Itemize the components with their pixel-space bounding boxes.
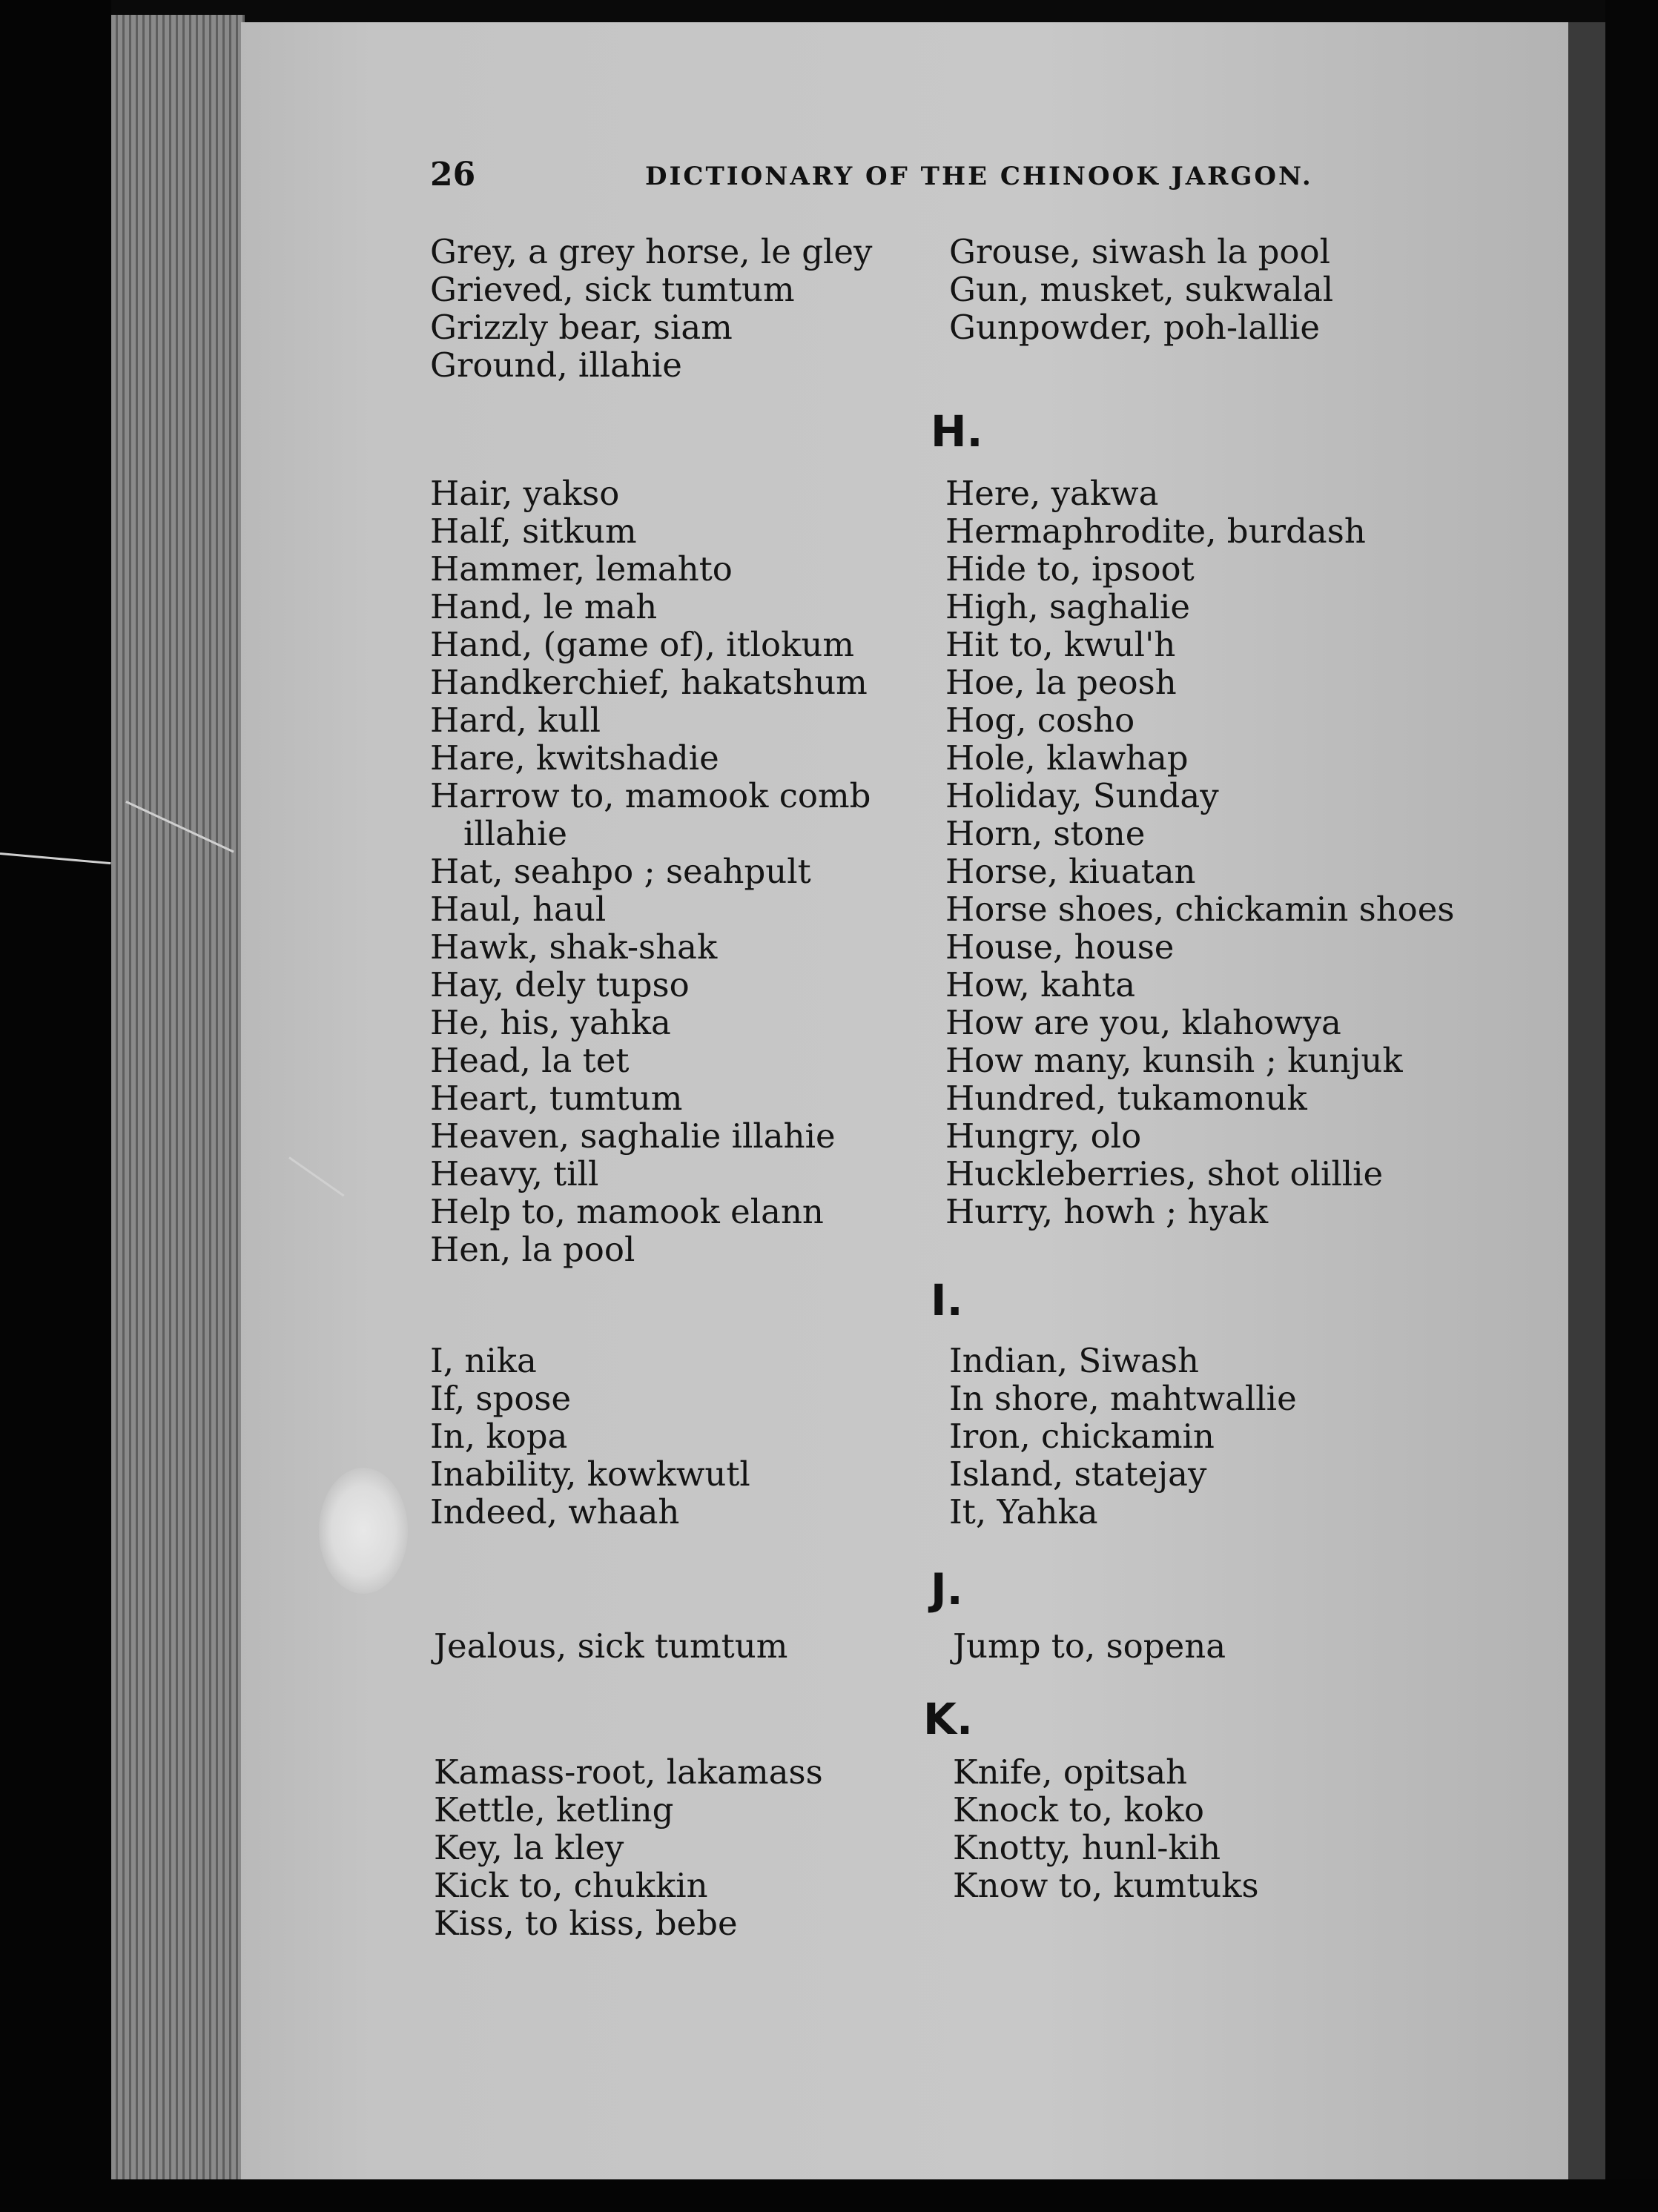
dictionary-entry: Hard, kull (430, 701, 601, 740)
dictionary-entry: Huckleberries, shot olillie (945, 1154, 1384, 1193)
dictionary-entry: Horse, kiuatan (945, 852, 1196, 891)
dictionary-entry: Hoe, la peosh (945, 663, 1177, 702)
page-number: 26 (430, 156, 476, 193)
dictionary-entry: Grouse, siwash la pool (949, 232, 1330, 271)
j-left-column (434, 1627, 787, 1665)
i-left-column (430, 1342, 750, 1531)
section-heading-j: J. (931, 1564, 963, 1615)
dictionary-entry: Hammer, lemahto (430, 549, 733, 589)
spine-shadow (1568, 22, 1605, 2179)
dictionary-entry: Hungry, olo (945, 1116, 1142, 1156)
dictionary-entry: Heavy, till (430, 1154, 599, 1193)
dictionary-entry: Indeed, whaah (430, 1492, 680, 1531)
dictionary-entry: Iron, chickamin (949, 1417, 1215, 1456)
dictionary-entry: Grey, a grey horse, le gley (430, 232, 873, 271)
dictionary-entry: Hair, yakso (430, 474, 620, 513)
dictionary-entry: If, spose (430, 1379, 572, 1418)
dictionary-entry: I, nika (430, 1341, 537, 1380)
dictionary-entry: Hand, le mah (430, 587, 658, 626)
dictionary-entry: Half, sitkum (430, 511, 637, 551)
dictionary-entry: Gun, musket, sukwalal (949, 270, 1334, 309)
dictionary-entry: Kick to, chukkin (434, 1866, 708, 1905)
dictionary-entry: It, Yahka (949, 1492, 1098, 1531)
dictionary-entry: Indian, Siwash (949, 1341, 1200, 1380)
dictionary-entry: Hit to, kwul'h (945, 625, 1176, 664)
h-right-column (945, 474, 1455, 1231)
dictionary-entry: Holiday, Sunday (945, 776, 1219, 815)
dictionary-entry: How are you, klahowya (945, 1003, 1341, 1042)
dictionary-entry: Hawk, shak-shak (430, 927, 718, 967)
dictionary-entry: Hermaphrodite, burdash (945, 511, 1366, 551)
dictionary-entry: Knife, opitsah (953, 1752, 1188, 1792)
dictionary-entry: Kamass-root, lakamass (434, 1752, 823, 1792)
dictionary-entry: Grieved, sick tumtum (430, 270, 795, 309)
dictionary-entry: Inability, kowkwutl (430, 1454, 750, 1494)
section-heading-i: I. (931, 1275, 963, 1325)
dictionary-entry: Hog, cosho (945, 701, 1135, 740)
dictionary-entry: Heart, tumtum (430, 1079, 683, 1118)
dictionary-entry: Hen, la pool (430, 1230, 635, 1269)
dictionary-entry: Ground, illahie (430, 345, 682, 385)
scan-border-right (1605, 0, 1658, 2212)
dictionary-entry: Kettle, ketling (434, 1790, 674, 1829)
dictionary-entry: Hundred, tukamonuk (945, 1079, 1307, 1118)
book-page-edges (111, 15, 245, 2187)
dictionary-entry: Hurry, howh ; hyak (945, 1192, 1269, 1231)
dictionary-entry: Key, la kley (434, 1828, 624, 1867)
dictionary-entry: Jealous, sick tumtum (434, 1626, 788, 1666)
dictionary-entry: Hide to, ipsoot (945, 549, 1195, 589)
dictionary-entry: High, saghalie (945, 587, 1190, 626)
dictionary-entry: Heaven, saghalie illahie (430, 1116, 836, 1156)
dictionary-entry: Grizzly bear, siam (430, 308, 733, 347)
dictionary-entry: Handkerchief, hakatshum (430, 663, 868, 702)
dictionary-entry: Hand, (game of), itlokum (430, 625, 855, 664)
dictionary-entry: Gunpowder, poh-lallie (949, 308, 1321, 347)
dictionary-entry: Horse shoes, chickamin shoes (945, 890, 1455, 929)
h-left-column (430, 474, 871, 1268)
section-heading-k: K. (923, 1694, 973, 1744)
dictionary-entry: He, his, yahka (430, 1003, 671, 1042)
dictionary-entry: House, house (945, 927, 1175, 967)
k-right-column (953, 1753, 1259, 1904)
dictionary-entry-continuation: illahie (463, 814, 568, 853)
dictionary-entry: How many, kunsih ; kunjuk (945, 1041, 1403, 1080)
dictionary-entry: Hay, dely tupso (430, 965, 690, 1004)
k-left-column (434, 1753, 823, 1942)
i-right-column (949, 1342, 1297, 1531)
dictionary-entry: How, kahta (945, 965, 1136, 1004)
scan-border-bottom (0, 2179, 1658, 2212)
dictionary-entry: Knotty, hunl-kih (953, 1828, 1221, 1867)
dictionary-entry: In, kopa (430, 1417, 568, 1456)
dictionary-entry: Head, la tet (430, 1041, 630, 1080)
dictionary-entry: Kiss, to kiss, bebe (434, 1904, 738, 1943)
dictionary-entry: Knock to, koko (953, 1790, 1204, 1829)
dictionary-entry: Here, yakwa (945, 474, 1159, 513)
dictionary-entry: Help to, mamook elann (430, 1192, 824, 1231)
dictionary-entry: In shore, mahtwallie (949, 1379, 1297, 1418)
g-right-column (949, 233, 1333, 346)
g-left-column (430, 233, 872, 384)
dictionary-entry: Harrow to, mamook comb (430, 776, 871, 815)
paper-smudge (319, 1468, 408, 1594)
dictionary-entry: Hole, klawhap (945, 738, 1189, 778)
page-header (430, 156, 1313, 200)
dictionary-entry: Island, statejay (949, 1454, 1207, 1494)
j-right-column (953, 1627, 1226, 1665)
dictionary-entry: Know to, kumtuks (953, 1866, 1259, 1905)
dictionary-entry: Haul, haul (430, 890, 607, 929)
section-heading-h: H. (931, 406, 983, 457)
dictionary-entry: Horn, stone (945, 814, 1146, 853)
scan-border-left (0, 0, 111, 2212)
running-title: DICTIONARY OF THE CHINOOK JARGON. (645, 162, 1313, 191)
dictionary-entry: Hat, seahpo ; seahpult (430, 852, 811, 891)
dictionary-entry: Jump to, sopena (953, 1626, 1226, 1666)
dictionary-entry: Hare, kwitshadie (430, 738, 719, 778)
